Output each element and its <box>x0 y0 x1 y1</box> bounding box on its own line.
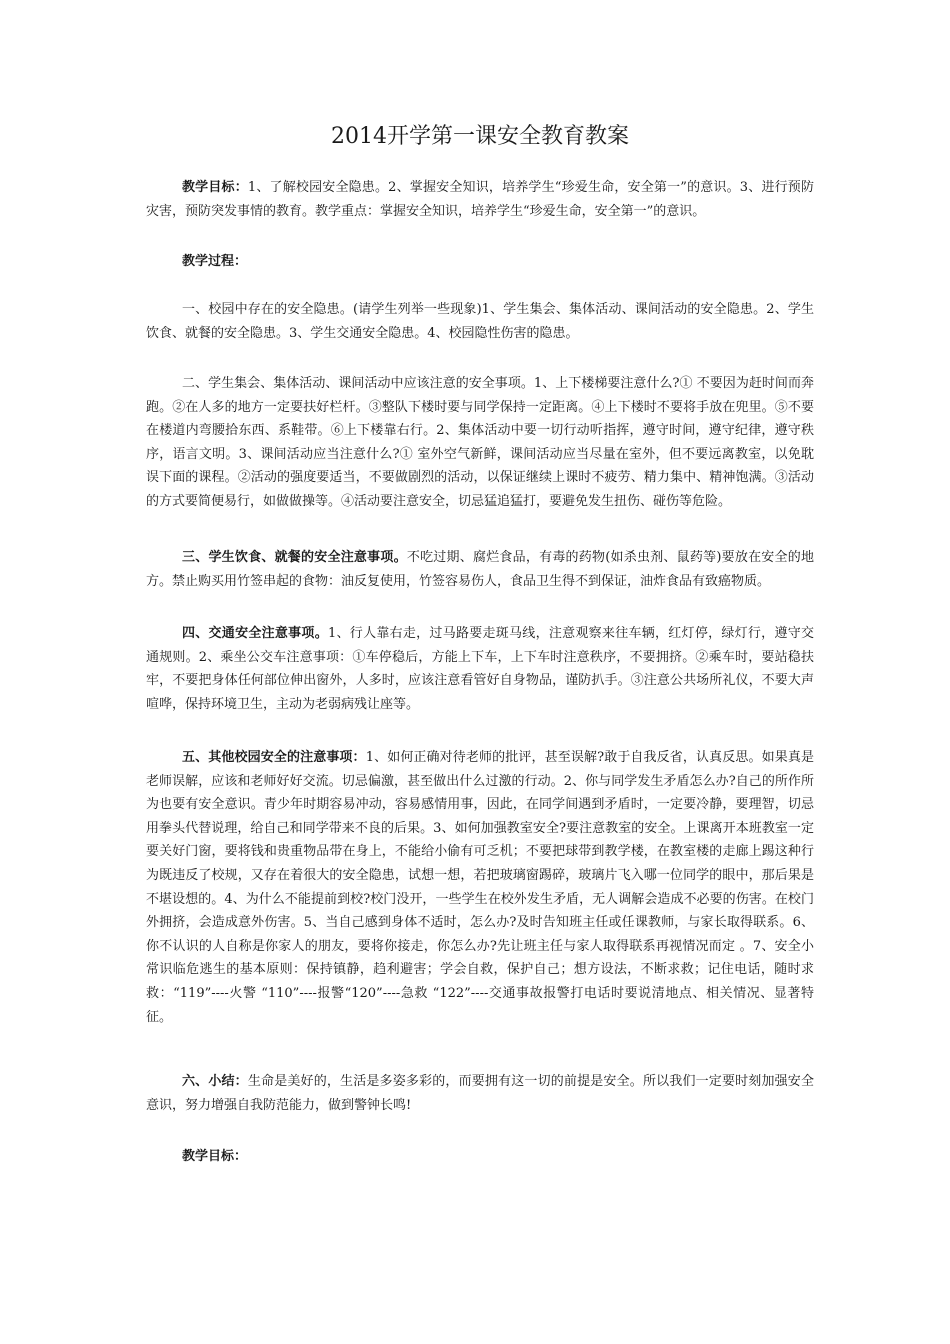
paragraph-teaching-process <box>146 250 814 274</box>
paragraph-section-3 <box>146 546 814 593</box>
paragraph-body: 一、校园中存在的安全隐患。(请学生列举一些现象)1、学生集会、集体活动、课间活动的安全隐患。2、学生饮食、就餐的安全隐患。3、学生交通安全隐患。4、校园隐性伤害的隐患。 <box>146 302 814 341</box>
paragraph-section-2 <box>146 372 814 514</box>
paragraph-teaching-goals-repeat <box>146 1145 814 1169</box>
paragraph-body: 1、行人靠右走，过马路要走斑马线，注意观察来往车辆，红灯停，绿灯行，遵守交通规则。2、乘坐公交车注意事项：①车停稳后，方能上下车，上下车时注意秩序，不要拥挤。②乘车时，要站稳扶牢，不要把身体任何部位伸出窗外，人多时，应该注意看管好自身物品，谨防扒手。③注意公共场所礼仪，不要大声喧哗，保持环境卫生，主动为老弱病残让座等。 <box>146 626 814 712</box>
paragraph-body: 不吃过期、腐烂食品，有毒的药物(如杀虫剂、鼠药等)要放在安全的地方。禁止购买用竹签串起的食物：油反复使用，竹签容易伤人，食品卫生得不到保证，油炸食品有致癌物质。 <box>146 550 814 589</box>
paragraph-heading: 三、学生饮食、就餐的安全注意事项。 <box>182 550 407 565</box>
paragraph-section-4 <box>146 622 814 716</box>
paragraph-heading: 教学目标： <box>182 1149 248 1164</box>
paragraph-body: 二、学生集会、集体活动、课间活动中应该注意的安全事项。1、上下楼梯要注意什么?① 不要因为赶时间而奔跑。②在人多的地方一定要扶好栏杆。③整队下楼时要与同学保持一定距离。④上下楼时不要将手放在兜里。⑤不要在楼道内弯腰拾东西、系鞋带。⑥上下楼靠右行。2、集体活动中要一切行动听指挥，遵守时间，遵守纪律，遵守秩序，语言文明。3、课间活动应当注意什么?① 室外空气新鲜，课间活动应当尽量在室外，但不要远离教室，以免耽误下面的课程。②活动的强度要适当，不要做剧烈的活动，以保证继续上课时不疲劳、精力集中、精神饱满。③活动的方式要简便易行，如做做操等。④活动要注意安全，切忌猛追猛打，要避免发生扭伤、碰伤等危险。 <box>146 376 814 509</box>
paragraph-section-1 <box>146 298 814 345</box>
paragraph-body: 生命是美好的，生活是多姿多彩的，而要拥有这一切的前提是安全。所以我们一定要时刻加强安全意识，努力增强自我防范能力，做到警钟长鸣! <box>146 1074 814 1113</box>
paragraph-section-5 <box>146 746 814 1029</box>
paragraph-heading: 六、小结： <box>182 1074 248 1089</box>
document-title: 2014开学第一课安全教育教案 <box>331 124 629 149</box>
paragraph-body: 1、了解校园安全隐患。2、掌握安全知识，培养学生“珍爱生命，安全第一”的意识。3、进行预防灾害，预防突发事情的教育。教学重点：掌握安全知识，培养学生“珍爱生命，安全第一”的意识。 <box>146 180 814 219</box>
paragraph-teaching-goals <box>146 176 814 223</box>
paragraph-heading: 教学过程： <box>182 254 248 269</box>
paragraph-heading: 四、交通安全注意事项。 <box>182 626 328 641</box>
paragraph-section-6-summary <box>146 1070 814 1117</box>
paragraph-heading: 五、其他校园安全的注意事项： <box>182 750 366 765</box>
paragraph-heading: 教学目标： <box>182 180 248 195</box>
paragraph-body: 1、如何正确对待老师的批评，甚至误解?敢于自我反省，认真反思。如果真是老师误解，应该和老师好好交流。切忌偏激，甚至做出什么过激的行动。2、你与同学发生矛盾怎么办?自己的所作所为也要有安全意识。青少年时期容易冲动，容易感情用事，因此，在同学间遇到矛盾时，一定要冷静，要理智，切忌用拳头代替说理，给自己和同学带来不良的后果。3、如何加强教室安全?要注意教室的安全。上课离开本班教室一定要关好门窗，要将钱和贵重物品带在身上，不能给小偷有可乏机；不要把球带到教学楼，在教室楼的走廊上踢这种行为既违反了校规，又存在着很大的安全隐患，试想一想，若把玻璃窗踢碎，玻璃片飞入哪一位同学的眼中，那后果是不堪设想的。4、为什么不能提前到校?校门没开，一些学生在校外发生矛盾，无人调解会造成不必要的伤害。在校门外拥挤，会造成意外伤害。5、当自己感到身体不适时，怎么办?及时告知班主任或任课教师，与家长取得联系。6、你不认识的人自称是你家人的朋友，要将你接走，你怎么办?先让班主任与家人取得联系再视情况而定 。7、安全小常识临危逃生的基本原则：保持镇静，趋利避害；学会自救，保护自己；想方设法，不断求救；记住电话，随时求救：“119”----火警 “110”----报警“120”----急救 “122”----交通事故报警打电话时要说清地点、相关情况、显著特征。 <box>146 750 814 1025</box>
